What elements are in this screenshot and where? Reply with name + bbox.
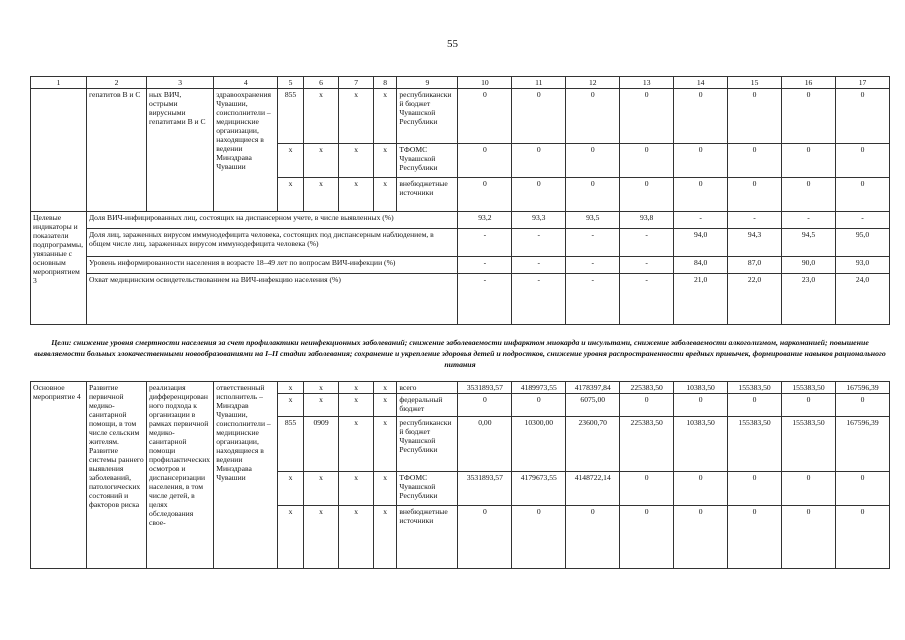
cell-col2: гепатитов В и С — [86, 89, 146, 212]
value-cell: 225383,50 — [620, 417, 674, 472]
value-cell: 0 — [512, 394, 566, 417]
value-cell: 0 — [620, 394, 674, 417]
value-cell: 0 — [458, 506, 512, 569]
value-cell: 24,0 — [835, 274, 889, 325]
value-cell: - — [566, 228, 620, 257]
value-cell: 0 — [728, 178, 782, 212]
value-cell: 0 — [566, 506, 620, 569]
cell-rzpr: x — [303, 144, 339, 178]
value-cell: 0 — [782, 144, 836, 178]
column-number-cell: 15 — [728, 77, 782, 89]
value-cell: 155383,50 — [782, 382, 836, 394]
value-cell: 93,8 — [620, 212, 674, 229]
value-cell: 4148722,14 — [566, 472, 620, 506]
cell-rzpr: x — [303, 89, 339, 144]
cell-grbs: x — [278, 382, 303, 394]
value-cell: 94,3 — [728, 228, 782, 257]
value-cell: - — [620, 274, 674, 325]
cell-vr: x — [373, 417, 396, 472]
value-cell: 4178397,84 — [566, 382, 620, 394]
column-number-cell: 11 — [512, 77, 566, 89]
column-number-cell: 3 — [147, 77, 214, 89]
value-cell: 0 — [620, 472, 674, 506]
activity-title: Основное мероприятие 4 — [31, 382, 87, 569]
table-row — [31, 89, 890, 144]
cell-csr: x — [339, 394, 374, 417]
cell-rzpr: x — [303, 506, 339, 569]
value-cell: 167596,39 — [835, 382, 889, 394]
column-number-cell: 2 — [86, 77, 146, 89]
column-number-cell: 12 — [566, 77, 620, 89]
value-cell: 0 — [458, 178, 512, 212]
cell-rzpr: x — [303, 394, 339, 417]
value-cell: 0 — [458, 89, 512, 144]
value-cell: 167596,39 — [835, 417, 889, 472]
value-cell: 0 — [458, 394, 512, 417]
value-cell: 0 — [728, 506, 782, 569]
value-cell: 0 — [620, 178, 674, 212]
activity-executor: ответственный исполнитель – Минздрав Чувашии, соисполнители – медицинские организации, находящиеся в ведении Минздрава Чувашии — [214, 382, 278, 569]
value-cell: 10383,50 — [674, 417, 728, 472]
value-cell: 22,0 — [728, 274, 782, 325]
indicator-row — [31, 212, 890, 229]
cell-rzpr: x — [303, 382, 339, 394]
value-cell: 0 — [566, 178, 620, 212]
value-cell: 93,2 — [458, 212, 512, 229]
value-cell: 84,0 — [674, 257, 728, 274]
value-cell: 21,0 — [674, 274, 728, 325]
value-cell: 0 — [620, 506, 674, 569]
value-cell: 225383,50 — [620, 382, 674, 394]
cell-vr: x — [373, 178, 396, 212]
value-cell: 23600,70 — [566, 417, 620, 472]
value-cell: - — [782, 212, 836, 229]
indicator-row — [31, 228, 890, 257]
column-number-cell: 13 — [620, 77, 674, 89]
value-cell: 10300,00 — [512, 417, 566, 472]
value-cell: 0 — [782, 178, 836, 212]
cell-source: ТФОМС Чувашской Республики — [397, 472, 458, 506]
value-cell: 0 — [512, 89, 566, 144]
value-cell: - — [566, 274, 620, 325]
value-cell: 0 — [674, 89, 728, 144]
value-cell: 93,5 — [566, 212, 620, 229]
column-number-cell: 17 — [835, 77, 889, 89]
value-cell: 0 — [835, 472, 889, 506]
cell-col1 — [31, 89, 87, 212]
value-cell: - — [512, 274, 566, 325]
cell-csr: x — [339, 144, 374, 178]
value-cell: 93,0 — [835, 257, 889, 274]
cell-col4: здравоохранения Чувашии, соисполнители – медицинские организации, находящиеся в ведении Минздрава Чувашии — [214, 89, 278, 212]
value-cell: 0 — [512, 144, 566, 178]
goals-heading: Цели: снижение уровня смертности населения за счет профилактики неинфекционных заболеваний; снижение заболеваемости инфарктом миокарда и инсультами, снижение заболеваемости алкоголизмом, наркоманией; повышение выявляемости больных злокачественными новообразованиями на I–II стадии заболевания; сохранение и укрепление здоровья детей и подростков, снижение уровня распространенности вредных привычек, формирование навыков рационального питания — [34, 338, 886, 369]
column-number-cell: 1 — [31, 77, 87, 89]
cell-col3: ных ВИЧ, острыми вирусными гепатитами В и С — [147, 89, 214, 212]
activity-description: реализация дифференцированного подхода к организации в рамках первичной медико-санитарной помощи профилактических осмотров и диспансеризации населения, в том числе детей, в целях обследования свое- — [147, 382, 214, 569]
cell-csr: x — [339, 506, 374, 569]
cell-csr: x — [339, 89, 374, 144]
value-cell: 0 — [728, 394, 782, 417]
cell-source: республиканский бюджет Чувашской Республики — [397, 89, 458, 144]
cell-grbs: x — [278, 144, 303, 178]
value-cell: 0 — [728, 472, 782, 506]
indicator-text: Доля лиц, зараженных вирусом иммунодефицита человека, состоящих под диспансерным наблюдением, в общем числе лиц, зараженных вирусом иммунодефицита человека (%) — [86, 228, 457, 257]
value-cell: 0 — [674, 144, 728, 178]
value-cell: 94,0 — [674, 228, 728, 257]
value-cell: - — [674, 212, 728, 229]
value-cell: - — [512, 257, 566, 274]
value-cell: 0 — [620, 144, 674, 178]
value-cell: 0 — [674, 394, 728, 417]
value-cell: - — [835, 212, 889, 229]
column-number-cell: 10 — [458, 77, 512, 89]
value-cell: 0 — [620, 89, 674, 144]
cell-vr: x — [373, 144, 396, 178]
column-number-cell: 7 — [339, 77, 374, 89]
cell-grbs: x — [278, 178, 303, 212]
value-cell: 0 — [835, 506, 889, 569]
value-cell: 0 — [835, 394, 889, 417]
activity-name: Развитие первичной медико-санитарной помощи, в том числе сельским жителям. Развитие системы раннего выявления заболеваний, патологических состояний и факторов риска — [86, 382, 146, 569]
indicator-text: Охват медицинским освидетельствованием на ВИЧ-инфекцию населения (%) — [86, 274, 457, 325]
cell-vr: x — [373, 382, 396, 394]
cell-source: внебюджетные источники — [397, 506, 458, 569]
cell-vr: x — [373, 472, 396, 506]
value-cell: 23,0 — [782, 274, 836, 325]
cell-csr: x — [339, 417, 374, 472]
cell-grbs: x — [278, 506, 303, 569]
value-cell: 95,0 — [835, 228, 889, 257]
value-cell: 4179673,55 — [512, 472, 566, 506]
value-cell: - — [458, 257, 512, 274]
value-cell: 3531893,57 — [458, 382, 512, 394]
value-cell: 0 — [835, 89, 889, 144]
cell-grbs: 855 — [278, 89, 303, 144]
cell-rzpr: x — [303, 178, 339, 212]
value-cell: 0,00 — [458, 417, 512, 472]
value-cell: 94,5 — [782, 228, 836, 257]
value-cell: 0 — [835, 144, 889, 178]
page-number: 55 — [447, 38, 458, 50]
cell-source: всего — [397, 382, 458, 394]
value-cell: - — [728, 212, 782, 229]
column-number-cell: 5 — [278, 77, 303, 89]
cell-vr: x — [373, 394, 396, 417]
indicator-text: Доля ВИЧ-инфицированных лиц, состоящих на диспансерном учете, в числе выявленных (%) — [86, 212, 457, 229]
column-number-cell: 4 — [214, 77, 278, 89]
value-cell: - — [566, 257, 620, 274]
value-cell: 93,3 — [512, 212, 566, 229]
cell-grbs: 855 — [278, 417, 303, 472]
indicator-text: Уровень информированности населения в возрасте 18–49 лет по вопросам ВИЧ-инфекции (%) — [86, 257, 457, 274]
cell-rzpr: x — [303, 472, 339, 506]
cell-grbs: x — [278, 472, 303, 506]
indicator-row — [31, 274, 890, 325]
value-cell: 0 — [782, 506, 836, 569]
cell-csr: x — [339, 472, 374, 506]
value-cell: - — [620, 228, 674, 257]
value-cell: - — [620, 257, 674, 274]
value-cell: 0 — [728, 89, 782, 144]
value-cell: 0 — [782, 89, 836, 144]
value-cell: 87,0 — [728, 257, 782, 274]
value-cell: 3531893,57 — [458, 472, 512, 506]
column-number-cell: 8 — [373, 77, 396, 89]
cell-source: внебюджетные источники — [397, 178, 458, 212]
value-cell: 6075,00 — [566, 394, 620, 417]
value-cell: 0 — [674, 472, 728, 506]
value-cell: 0 — [566, 89, 620, 144]
value-cell: 0 — [566, 144, 620, 178]
table-row — [31, 382, 890, 394]
column-number-cell: 9 — [397, 77, 458, 89]
budget-table-main-activity-4 — [30, 381, 890, 569]
value-cell: 0 — [728, 144, 782, 178]
value-cell: 90,0 — [782, 257, 836, 274]
cell-csr: x — [339, 178, 374, 212]
column-number-cell: 14 — [674, 77, 728, 89]
value-cell: 0 — [512, 178, 566, 212]
value-cell: - — [512, 228, 566, 257]
value-cell: 0 — [782, 394, 836, 417]
value-cell: 155383,50 — [728, 417, 782, 472]
value-cell: 4189973,55 — [512, 382, 566, 394]
value-cell: - — [458, 274, 512, 325]
indicator-row — [31, 257, 890, 274]
value-cell: 0 — [458, 144, 512, 178]
cell-vr: x — [373, 506, 396, 569]
value-cell: 0 — [782, 472, 836, 506]
value-cell: 0 — [674, 178, 728, 212]
cell-grbs: x — [278, 394, 303, 417]
cell-source: федеральный бюджет — [397, 394, 458, 417]
cell-source: ТФОМС Чувашской Республики — [397, 144, 458, 178]
cell-csr: x — [339, 382, 374, 394]
column-number-row — [31, 77, 890, 89]
value-cell: 155383,50 — [782, 417, 836, 472]
budget-table-top — [30, 76, 890, 325]
cell-source: республиканский бюджет Чувашской Республики — [397, 417, 458, 472]
value-cell: 0 — [674, 506, 728, 569]
indicators-label: Целевые индикаторы и показатели подпрограммы, увязанные с основным мероприятием 3 — [31, 212, 87, 325]
column-number-cell: 6 — [303, 77, 339, 89]
value-cell: 0 — [512, 506, 566, 569]
value-cell: - — [458, 228, 512, 257]
value-cell: 10383,50 — [674, 382, 728, 394]
column-number-cell: 16 — [782, 77, 836, 89]
value-cell: 155383,50 — [728, 382, 782, 394]
value-cell: 0 — [835, 178, 889, 212]
cell-rzpr: 0909 — [303, 417, 339, 472]
cell-vr: x — [373, 89, 396, 144]
